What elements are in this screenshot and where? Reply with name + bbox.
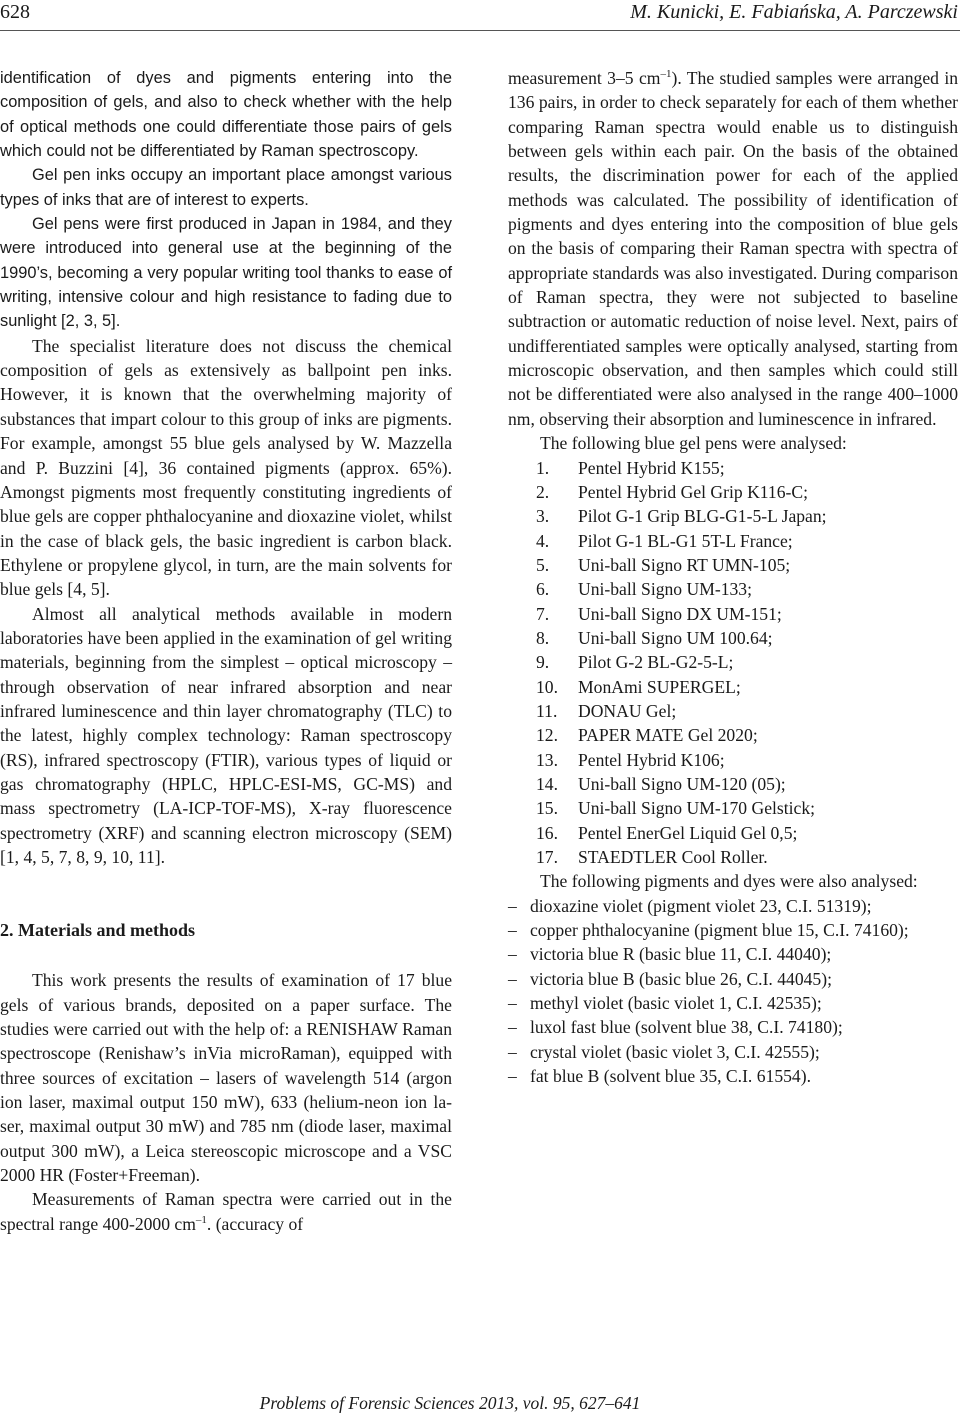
footer-citation [0,1393,960,1414]
raman-range-exponent: –1 [195,1213,207,1226]
pen-list-name: PAPER MATE Gel 2020; [578,725,758,746]
pen-list-item [508,845,958,869]
pen-list-number: 1. [536,457,550,478]
raman-range-tail: . (accuracy of [206,1213,304,1234]
pen-list-name: Pilot G-1 BL-G1 5T-L France; [578,530,793,551]
pen-list-number: 9. [536,652,550,673]
pen-list-number: 16. [536,822,558,843]
pen-list-number: 3. [536,506,550,527]
pen-list-number: 14. [536,773,558,794]
header-rule [0,30,960,31]
dye-list-dash: – [508,968,517,989]
pen-list-item [508,529,958,553]
pen-list-number: 8. [536,627,550,648]
dye-list [508,894,958,1089]
pen-list-number: 4. [536,530,550,551]
paragraph-gel-pen-inks: Gel pen inks occupy an important place amongst various types of inks that are of interest to experts. [0,166,452,209]
dye-list-item [508,991,958,1015]
left-column [0,66,452,1236]
pen-list-item [508,602,958,626]
dye-list-text: fat blue B (solvent blue 35, C.I. 61554). [530,1066,811,1087]
running-header-authors: M. Kunicki, E. Fabiańska, A. Parczewski [630,1,958,23]
dyes-intro: The following pigments and dyes were also analysed: [540,871,918,892]
pen-list-item [508,504,958,528]
dye-list-dash: – [508,1017,517,1038]
paragraph-intro-continued: identification of dyes and pigments entering into the composition of gels, and also to check whether with the help of optical methods one could differentiate those pairs of gels which could not be differentiated by Raman spectroscopy. [0,69,452,161]
pen-list-item [508,748,958,772]
pen-list-name: DONAU Gel; [578,700,677,721]
dye-list-text: crystal violet (basic violet 3, C.I. 42555); [530,1041,820,1062]
dye-list-text: dioxazine violet (pigment violet 23, C.I. 51319); [530,895,872,916]
page-number: 628 [0,1,30,23]
pen-list [508,456,958,870]
dye-list-text: luxol fast blue (solvent blue 38, C.I. 74180); [530,1017,843,1038]
pen-list-item [508,796,958,820]
pen-list-name: MonAmi SUPERGEL; [578,676,741,697]
dye-list-item [508,1040,958,1064]
pen-list-item [508,699,958,723]
accuracy-exponent: –1 [660,68,672,80]
pen-list-name: Uni-ball Signo RT UMN-105; [578,554,791,575]
running-header [0,0,960,24]
pen-list-number: 7. [536,603,550,624]
paragraph-materials: This work presents the results of examination of 17 blue gels of various brands, deposited on a paper surface. The studies were carried out with the help of: a RENISHAW Raman spectroscope (Renishaw’s inVia microRaman), equipped with three sources of excitation – lasers of wavelength 514 (argon ion laser, maximal output 150 mW), 633 (helium-neon ion laser, maximal output 30 mW) and 785 nm (diode laser, maximal output 300 mW), a Leica stereoscopic microscope and a VSC 2000 HR (Foster+Freeman). [0,970,452,1186]
pen-list-item [508,480,958,504]
pen-list-name: Pentel Hybrid K155; [578,457,725,478]
pen-list-item [508,456,958,480]
dye-list-item [508,894,958,918]
pen-list-name: Uni-ball Signo DX UM-151; [578,603,782,624]
pen-list-name: Uni-ball Signo UM-170 Gelstick; [578,798,816,819]
pen-list-name: Uni-ball Signo UM-120 (05); [578,773,786,794]
dye-list-dash: – [508,993,517,1014]
pen-list-name: Pilot G-1 Grip BLG-G1-5-L Japan; [578,506,827,527]
pen-list-item [508,650,958,674]
pen-list-name: Uni-ball Signo UM 100.64; [578,627,773,648]
raman-range-text: Measurements of Raman spectra were carried out in the spectral range 400-2000 cm [0,1189,452,1234]
dye-list-text: copper phthalocyanine (pigment blue 15, C.I. 74160); [530,920,909,941]
paragraph-gel-composition: The specialist literature does not discuss the chemical composition of gels as extensively as ballpoint pen inks. However, it is known that the overwhelming majority of substances that impart colour to this group of inks are pigments. For example, amongst 55 blue gels analysed by W. Mazzella and P. Buzzini [4], 36 contained pigments (approx. 65%). Amongst pigments most frequently constituting ingredients of blue gels are copper phthalocyanine and dioxazine violet, whilst in the case of black gels, the basic ingredient is carbon black. Ethylene or propylene glycol, in turn, are the main solvents for blue gels [4, 5]. [0,335,452,600]
pen-list-number: 15. [536,798,558,819]
pen-list-item [508,675,958,699]
pen-list-number: 17. [536,847,558,867]
dye-list-dash: – [508,1066,517,1087]
dye-list-text: victoria blue B (basic blue 26, C.I. 44045); [530,968,832,989]
paragraph-gel-pen-history: Gel pens were first produced in Japan in 1984, and they were introduced into general use at the beginning of the 1990’s, becoming a very popular writing tool thanks to ease of writing, intensive colour and high resistance to fading due to sunlight [2, 3, 5]. [0,215,452,331]
pen-list-item [508,772,958,796]
pen-list-number: 5. [536,554,550,575]
section-spacer-bottom [0,942,452,968]
pen-list-number: 6. [536,579,550,600]
accuracy-tail: ). The studied samples were arranged in 136 pairs, in order to check separately for each of them whether comparing Raman spectra would enable us to distinguish between gels within each pair. On the basis of the obtained results, the discrimination power for each of the applied methods was calculated. The possibility of identification of pigments and dyes entering into the composition of blue gels on the basis of comparing their Raman spectra with spectra of appropriate standards was also investigated. During comparison of Raman spectra, they were not subjected to baseline subtraction or automatic reduction of noise level. Next, pairs of undifferentiated samples were optically analysed, starting from microscopic observation, and then samples which could still not be differentiated were also analysed in the range 400–1000 nm, observing their absorption and luminescence in infrared. [508,68,958,429]
dye-list-item [508,918,958,942]
paragraph-analytical-methods: Almost all analytical methods available in modern laboratories have been applied in the examination of gel writing materials, beginning from the simplest – optical microscopy – through observation of near infrared absorption and near infrared luminescence and thin layer chromatography (TLC) to the latest, highly complex technology: Raman spectroscopy (RS), infrared spectroscopy (FTIR), various types of liquid or gas chromatography (HPLC, HPLC-ESI-MS, GC-MS) and mass spectrometry (LA-ICP-TOF-MS), X-ray fluorescence spectrometry (XRF) and scanning electron microscopy (SEM) [1, 4, 5, 7, 8, 9, 10, 11]. [0,603,452,867]
pens-intro: The following blue gel pens were analysed: [540,433,847,454]
pen-list-item [508,626,958,650]
dye-list-dash: – [508,895,517,916]
dye-list-dash: – [508,944,517,965]
pen-list-item [508,821,958,845]
dye-list-text: methyl violet (basic violet 1, C.I. 42535); [530,993,822,1014]
pen-list-item [508,723,958,747]
dye-list-item [508,942,958,966]
dye-list-dash: – [508,920,517,941]
pen-list-number: 10. [536,676,558,697]
paragraph-raman-measurements [0,1187,452,1236]
pen-list-name: Pentel Hybrid K106; [578,749,725,770]
pen-list-name: STAEDTLER Cool Roller. [578,847,768,867]
pen-list-item [508,577,958,601]
dye-list-item [508,1015,958,1039]
right-column [508,66,958,1088]
footer-citation-text: Problems of Forensic Sciences 2013, vol. 95, 627–641 [259,1393,641,1413]
section-heading-materials-methods: 2. Materials and methods [0,920,195,941]
pen-list-number: 12. [536,725,558,746]
dye-list-text: victoria blue R (basic blue 11, C.I. 44040); [530,944,832,965]
dye-list-item [508,1064,958,1088]
pen-list-number: 2. [536,481,550,502]
paragraph-measurement-accuracy [508,66,958,431]
pen-list-name: Pentel EnerGel Liquid Gel 0,5; [578,822,798,843]
accuracy-text: measurement 3–5 cm [508,68,661,88]
pen-list-name: Pilot G-2 BL-G2-5-L; [578,652,734,673]
pen-list-number: 11. [536,700,558,721]
dye-list-item [508,967,958,991]
dye-list-dash: – [508,1041,517,1062]
section-spacer-top [0,869,452,918]
pen-list-number: 13. [536,749,558,770]
pen-list-item [508,553,958,577]
pen-list-name: Pentel Hybrid Gel Grip K116-C; [578,481,808,502]
pen-list-name: Uni-ball Signo UM-133; [578,579,752,600]
